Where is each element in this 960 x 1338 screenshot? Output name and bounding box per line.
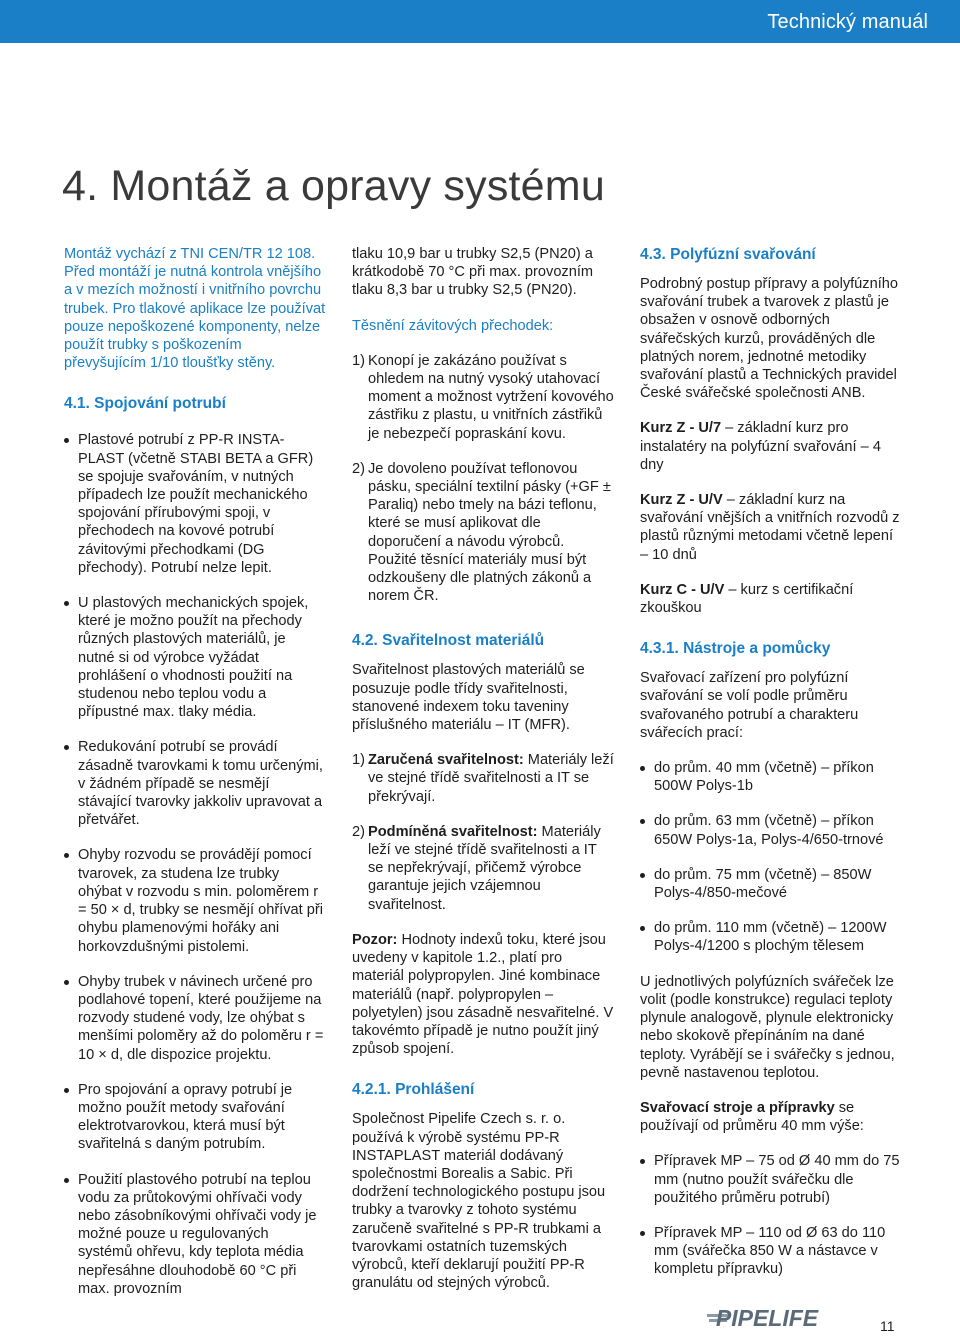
list-item: Přípravek MP – 110 od Ø 63 do 110 mm (svářečka 850 W a nástavce v kompletu přípravku) <box>640 1224 902 1279</box>
logo-wordmark: PIPELIFE <box>715 1305 819 1331</box>
list-item: Použití plastového potrubí na teplou vodu za průtokovými ohřívači vody nebo zásobníkovými ohřívači vody je možné pouze u regulovaných systémů ohřevu, kdy teplota média nepřesáhne dlouhodobě 60 °C při max. provozním <box>64 1171 326 1298</box>
list-item: Ohyby rozvodu se provádějí pomocí tvarovek, za studena lze trubky ohýbat v rozvodu s min. poloměrem r = 50 × d, trubky se nesmějí ohřívat při ohybu plamenovými hořáky ani horkovzdušnými pistolemi. <box>64 846 326 955</box>
list-item: do prům. 75 mm (včetně) – 850W Polys-4/850-mečové <box>640 866 902 902</box>
bullet-icon <box>640 766 645 771</box>
thread-sealing-list <box>352 352 614 606</box>
list-item: 2) Podmíněná svařitelnost: Materiály leží ve stejné třídě svařitelnosti a IT se nepřekrývají, přičemž výrobce garantuje jejich vzájemnou svařitelnost. <box>352 823 601 913</box>
list-item: do prům. 40 mm (včetně) – příkon 500W Polys-1b <box>640 759 902 795</box>
header-title: Technický manuál <box>767 11 928 33</box>
list-item: do prům. 63 mm (včetně) – příkon 650W Polys-1a, Polys-4/650-trnové <box>640 812 902 848</box>
header-bar <box>0 0 960 43</box>
tools-list <box>640 759 902 956</box>
course-item: Kurz Z - U/V – základní kurz na svařování vnějších a vnitřních rozvodů z plastů různými metodami včetně lepení – 10 dnů <box>640 492 900 563</box>
section-4-3-1-heading: 4.3.1. Nástroje a pomůcky <box>640 640 831 658</box>
list-item: 1) Zaručená svařitelnost: Materiály leží ve stejné třídě svařitelnosti a IT se překrývají. <box>352 752 614 805</box>
section-4-3-paragraph: Podrobný postup přípravy a polyfúzního svařování trubek a tvarovek z plastů je obsažen v osnově odborných svářečských kurzů, prováděných dle platných norem, jednotné metodiky svařování plastů a Technických pravidel České svářečské společnosti ANB. <box>640 276 898 402</box>
section-4-1-heading: 4.1. Spojování potrubí <box>64 395 226 413</box>
section-4-2-paragraph: Svařitelnost plastových materiálů se posuzuje podle třídy svařitelnosti, stanovené indexem toku taveniny příslušného materiálu – IT (MFR). <box>352 662 585 734</box>
bullet-icon <box>64 853 69 858</box>
column-3 <box>640 245 902 1296</box>
bullet-icon <box>640 1231 645 1236</box>
list-item: Ohyby trubek v návinech určené pro podlahové topení, které použijeme na rozvody studené vody, lze ohýbat s menšími poloměry až do poloměru r = 10 × d, dle dispozice projektu. <box>64 973 326 1064</box>
list-item: 1) Konopí je zakázáno používat s ohledem na nutný vysoký utahovací moment a možnost vytržení kovového zástřiku z plastu, u vnitřních zástřiků je nebezpečí popraskání kovu. <box>352 352 614 442</box>
list-item: 2) Je dovoleno používat teflonovou pásku, speciální textilní pásky (+GF ± Paraliq) nebo tmely na bázi teflonu, které se musí aplikovat dle doporučení a návodu výrobců. Použité těsnící materiály musí být odzkoušeny dle platných zákonů a norem ČR. <box>352 460 611 605</box>
list-item: Přípravek MP – 75 od Ø 40 mm do 75 mm (nutno použít svářečku dle použitého průměru potrubí) <box>640 1152 902 1207</box>
course-item: Kurz Z - U/7 – základní kurz pro instalatéry na polyfúzní svařování – 4 dny <box>640 420 881 473</box>
continued-paragraph: tlaku 10,9 bar u trubky S2,5 (PN20) a krátkodobě 70 °C při max. provozním tlaku 8,3 bar u trubky S2,5 (PN20). <box>352 246 594 299</box>
bullet-icon <box>640 873 645 878</box>
list-item: Plastové potrubí z PP-R INSTA-PLAST (včetně STABI BETA a GFR) se spojuje svařováním, v nutných případech lze použít mechanického spojování přírubovými spoji, v přechodech na kovové potrubí závitovými přechodkami (DG přechody). Potrubí nelze lepit. <box>64 431 326 577</box>
page-number: 11 <box>880 1318 895 1334</box>
intro-paragraph: Montáž vychází z TNI CEN/TR 12 108. Před montáží je nutná kontrola vnějšího a v mezích možností i vnitřního povrchu trubek. Pro tlakové aplikace lze používat pouze nepoškozené komponenty, nelze použít trubky s poškozením převyšujícím 1/10 tloušťky stěny. <box>64 246 326 372</box>
regulation-paragraph: U jednotlivých polyfúzních svářeček lze volit (podle konstrukce) regulaci teploty plynule analogově, plynule elektronicky nebo skokově přepínáním na dané teploty. Vyrábějí se i svářečky s jednou, pevně nastavenou teplotou. <box>640 973 895 1081</box>
fixtures-list <box>640 1152 902 1278</box>
bullet-icon <box>640 819 645 824</box>
section-4-1-bullets <box>64 431 326 1298</box>
pipelife-logo <box>707 1300 827 1332</box>
bullet-icon <box>640 926 645 931</box>
machines-paragraph: Svařovací stroje a přípravky se používají od průměru 40 mm výše: <box>640 1099 864 1135</box>
weldability-list <box>352 751 614 914</box>
bullet-icon <box>64 980 69 985</box>
course-item: Kurz C - U/V – kurz s certifikační zkouškou <box>640 581 854 617</box>
bullet-icon <box>64 745 69 750</box>
tools-paragraph: Svařovací zařízení pro polyfúzní svařování se volí podle průměru svařovaného potrubí a charakteru svářecích prací: <box>640 670 859 741</box>
bullet-icon <box>64 1088 69 1093</box>
bullet-icon <box>64 1178 69 1183</box>
list-item: do prům. 110 mm (včetně) – 1200W Polys-4/1200 s plochým tělesem <box>640 919 902 955</box>
section-4-3-heading: 4.3. Polyfúzní svařování <box>640 246 816 263</box>
bullet-icon <box>64 438 69 443</box>
bullet-icon <box>640 1159 645 1164</box>
thread-sealing-subheading: Těsnění závitových přechodek: <box>352 317 554 334</box>
list-item: U plastových mechanických spojek, které je možno použít na přechody různých plastových materiálů, je nutné si od výrobce vyžádat prohlášení o vhodnosti použití na studenou nebo teplou vodu a přípustné max. tlaky média. <box>64 594 326 721</box>
section-4-2-1-heading: 4.2.1. Prohlášení <box>352 1081 475 1099</box>
declaration-paragraph: Společnost Pipelife Czech s. r. o. používá k výrobě systému PP-R INSTAPLAST materiál dodávaný společnostmi Borealis a Sabic. Při dodržení technologického postupu jsou trubky a tvarovky z tohoto systému zaručeně svařitelné s PP-R trubkami a tvarovkami ostatních tuzemských výrobců, kteří deklarují použití PP-R granulátu od stejných výrobců. <box>352 1111 606 1292</box>
section-4-2-heading: 4.2. Svařitelnost materiálů <box>352 632 545 650</box>
bullet-icon <box>64 601 69 606</box>
list-item: Pro spojování a opravy potrubí je možno použít metody svařování elektrotvarovkou, která musí být svařitelná s daným potrubím. <box>64 1081 326 1154</box>
column-2 <box>352 245 614 1292</box>
chapter-title: 4. Montáž a opravy systému <box>62 162 605 210</box>
column-1 <box>64 245 326 1315</box>
list-item: Redukování potrubí se provádí zásadně tvarovkami k tomu určenými, v žádném případě se nesmějí stávající tvarovky jakkoliv upravovat a přetvářet. <box>64 738 326 829</box>
warning-paragraph: Pozor: Hodnoty indexů toku, které jsou uvedeny v kapitole 1.2., platí pro materiál polypropylen. Jiné kombinace materiálů (např. polypropylen – polyetylen) jsou zásadně nesvařitelné. V takovémto případě je nutno použít jiný způsob spojení. <box>352 931 614 1058</box>
